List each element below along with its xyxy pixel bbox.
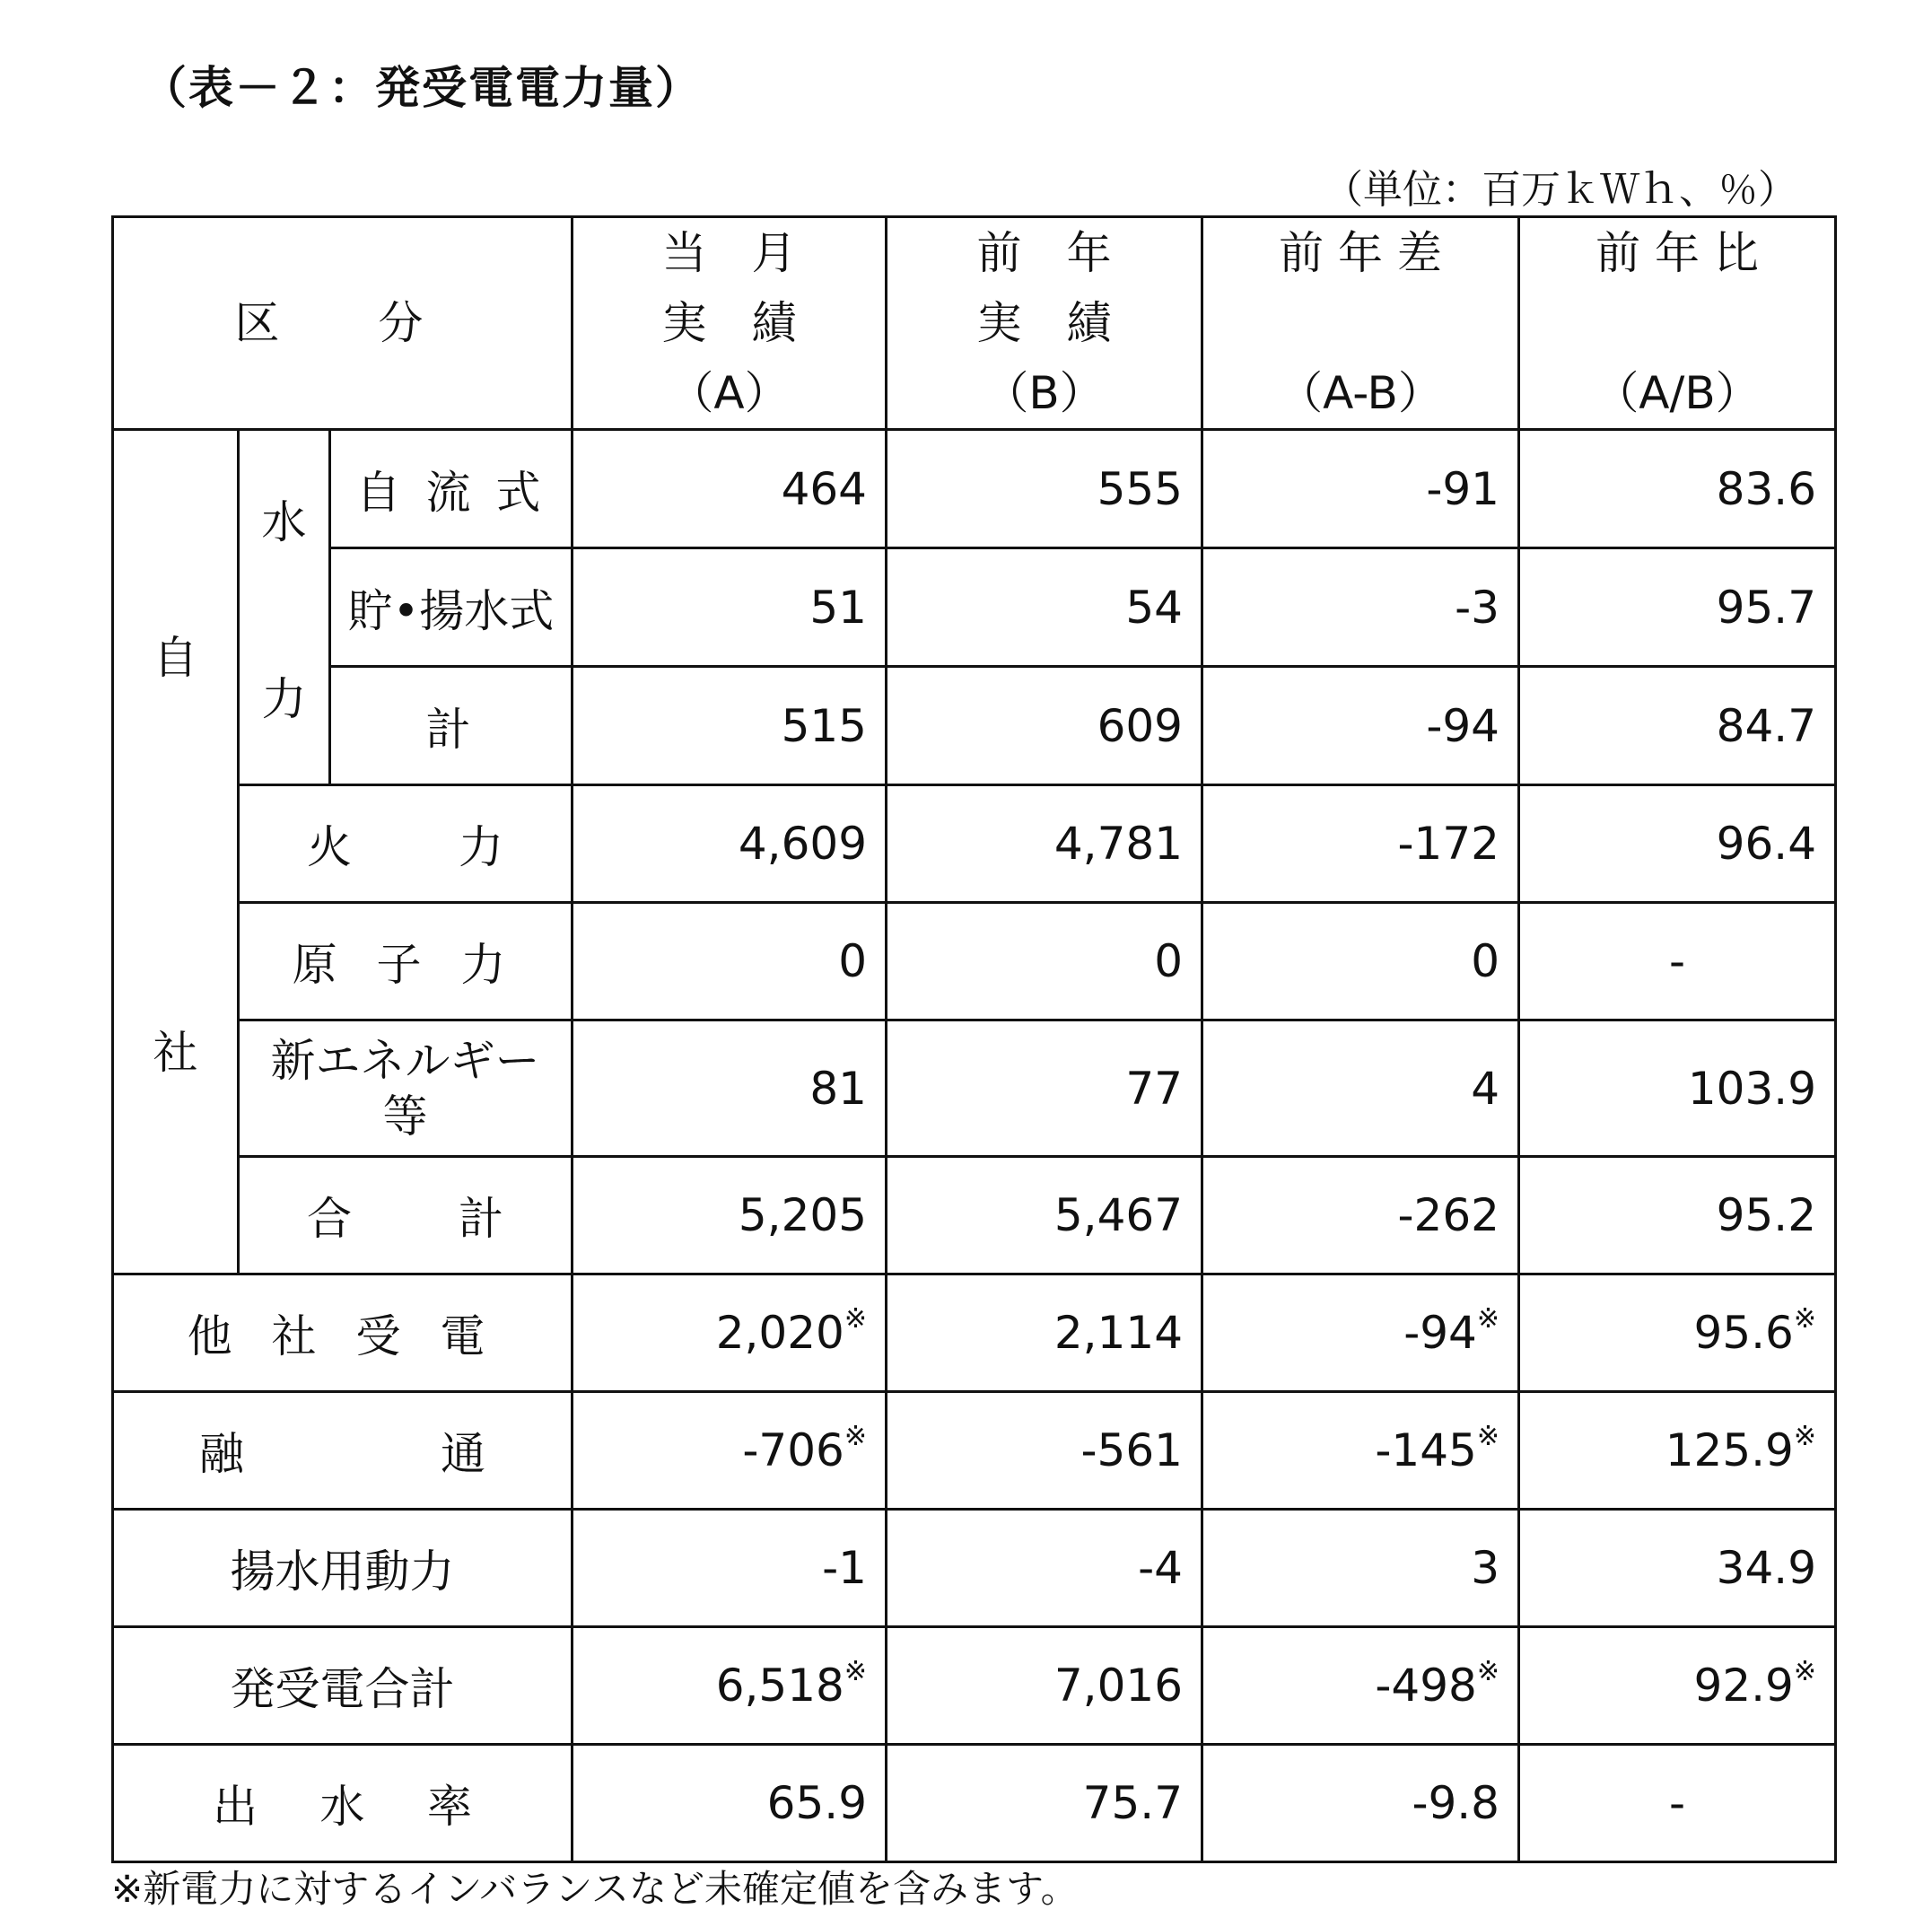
table-row [113, 1627, 1836, 1745]
cell-difference: -262 [1202, 1157, 1519, 1274]
header-current-month: 当 月 実 績 （A） [573, 217, 887, 430]
header-previous-year: 前 年 実 績 （B） [887, 217, 1202, 430]
cell-ratio: 34.9 [1519, 1510, 1836, 1627]
table-row [113, 1157, 1836, 1274]
cell-previous: 609 [887, 667, 1202, 785]
cell-previous: -4 [887, 1510, 1202, 1627]
unconfirmed-mark: ※ [1476, 1421, 1499, 1452]
unconfirmed-mark: ※ [844, 1303, 867, 1335]
row-label-grand-total: 発受電合計 [113, 1627, 573, 1745]
cell-previous: 555 [887, 430, 1202, 548]
row-label-nuclear: 原 子 力 [239, 903, 573, 1020]
table-row [113, 1392, 1836, 1510]
cell-ratio: 83.6 [1519, 430, 1836, 548]
row-label-thermal: 火 力 [239, 785, 573, 903]
cell-previous: 77 [887, 1020, 1202, 1157]
cell-difference: 4 [1202, 1020, 1519, 1157]
unit-label: （単位：百万ｋＷｈ、％） [1324, 167, 1797, 213]
cell-current: 0 [573, 903, 887, 1020]
header-ratio: 前 年 比 （A/B） [1519, 217, 1836, 430]
unconfirmed-mark: ※ [844, 1421, 867, 1452]
unconfirmed-mark: ※ [1476, 1656, 1499, 1687]
cell-previous: 2,114 [887, 1274, 1202, 1392]
cell-difference: 3 [1202, 1510, 1519, 1627]
row-label-interchange: 融 通 [113, 1392, 573, 1510]
cell-ratio: 95.7 [1519, 548, 1836, 667]
cell-ratio: 92.9※ [1519, 1627, 1836, 1745]
cell-difference: 0 [1202, 903, 1519, 1020]
row-label-pump-power: 揚水用動力 [113, 1510, 573, 1627]
table-row [113, 785, 1836, 903]
cell-difference: -498※ [1202, 1627, 1519, 1745]
footnote: ※新電力に対するインバランスなど未確定値を含みます。 [111, 1867, 1079, 1911]
cell-previous: -561 [887, 1392, 1202, 1510]
row-label-water-rate: 出 水 率 [113, 1745, 573, 1862]
cell-current: 65.9 [573, 1745, 887, 1862]
cell-ratio: - [1519, 903, 1836, 1020]
own-company-label: 自 社 [113, 430, 239, 1274]
table-row [113, 1020, 1836, 1157]
row-label-new-energy: 新エネルギー 等 [239, 1020, 573, 1157]
header-difference: 前 年 差 （A-B） [1202, 217, 1519, 430]
cell-ratio: 84.7 [1519, 667, 1836, 785]
unconfirmed-mark: ※ [1793, 1656, 1816, 1687]
cell-difference: -172 [1202, 785, 1519, 903]
cell-ratio: - [1519, 1745, 1836, 1862]
cell-difference: -3 [1202, 548, 1519, 667]
hydro-label: 水 力 [239, 430, 330, 785]
power-table [111, 215, 1837, 1863]
row-label-hydro-total: 計 [330, 667, 573, 785]
unconfirmed-mark: ※ [1476, 1303, 1499, 1335]
unconfirmed-mark: ※ [1793, 1421, 1816, 1452]
cell-current: 81 [573, 1020, 887, 1157]
row-label-purchased: 他 社 受 電 [113, 1274, 573, 1392]
cell-current: 5,205 [573, 1157, 887, 1274]
table-row [113, 1274, 1836, 1392]
table-row [113, 1745, 1836, 1862]
cell-difference: -91 [1202, 430, 1519, 548]
cell-previous: 4,781 [887, 785, 1202, 903]
cell-difference: -9.8 [1202, 1745, 1519, 1862]
table-row [113, 548, 1836, 667]
cell-current: 2,020※ [573, 1274, 887, 1392]
table-row [113, 1510, 1836, 1627]
cell-previous: 75.7 [887, 1745, 1202, 1862]
cell-ratio: 95.6※ [1519, 1274, 1836, 1392]
cell-ratio: 96.4 [1519, 785, 1836, 903]
header-row [113, 217, 1836, 430]
cell-difference: -94 [1202, 667, 1519, 785]
cell-difference: -94※ [1202, 1274, 1519, 1392]
cell-current: 4,609 [573, 785, 887, 903]
cell-current: 51 [573, 548, 887, 667]
cell-previous: 54 [887, 548, 1202, 667]
cell-current: -1 [573, 1510, 887, 1627]
table-row [113, 667, 1836, 785]
row-label-run-of-river: 自 流 式 [330, 430, 573, 548]
row-label-own-total: 合 計 [239, 1157, 573, 1274]
cell-ratio: 125.9※ [1519, 1392, 1836, 1510]
cell-previous: 5,467 [887, 1157, 1202, 1274]
page-title: （表－２：発受電電力量） [142, 62, 702, 114]
cell-current: 6,518※ [573, 1627, 887, 1745]
unconfirmed-mark: ※ [844, 1656, 867, 1687]
table-row [113, 903, 1836, 1020]
table-row [113, 430, 1836, 548]
cell-current: 464 [573, 430, 887, 548]
unconfirmed-mark: ※ [1793, 1303, 1816, 1335]
cell-previous: 7,016 [887, 1627, 1202, 1745]
cell-current: -706※ [573, 1392, 887, 1510]
header-category: 区 分 [113, 217, 573, 430]
row-label-pumped-storage: 貯•揚水式 [330, 548, 573, 667]
cell-previous: 0 [887, 903, 1202, 1020]
cell-difference: -145※ [1202, 1392, 1519, 1510]
cell-current: 515 [573, 667, 887, 785]
cell-ratio: 95.2 [1519, 1157, 1836, 1274]
cell-ratio: 103.9 [1519, 1020, 1836, 1157]
